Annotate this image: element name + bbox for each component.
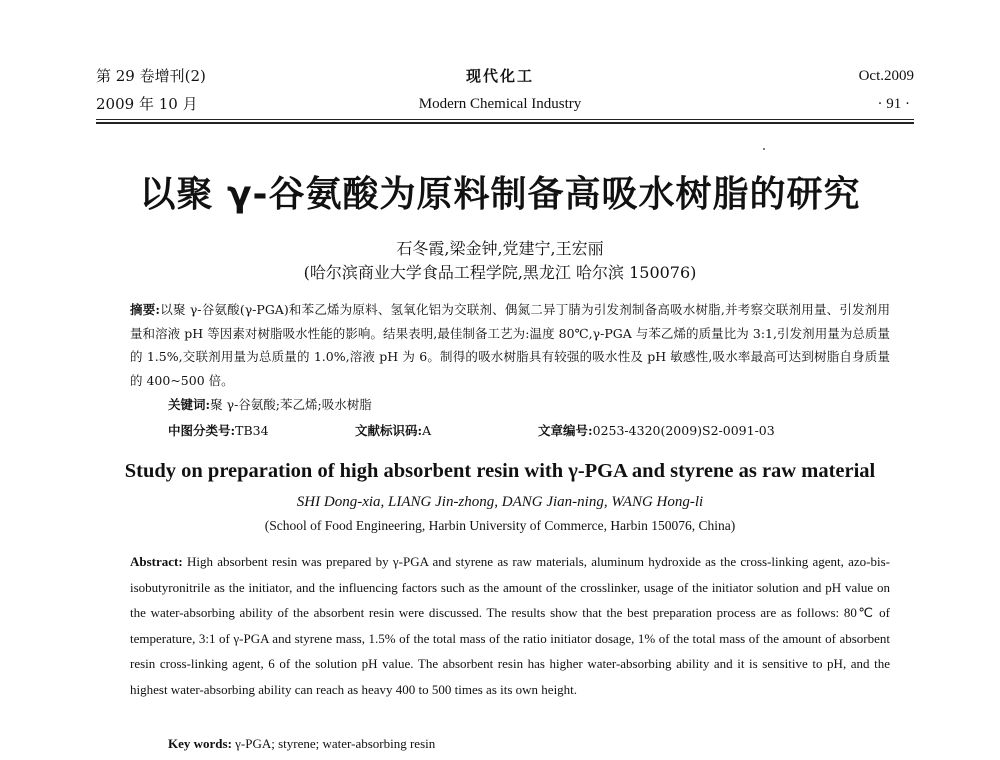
doc-code-label: 文献标识码: — [355, 423, 423, 438]
clc-number — [168, 420, 269, 442]
page-number: · 91 · — [877, 96, 910, 112]
abstract-en-label: Abstract: — [130, 554, 183, 569]
abstract-cn — [130, 298, 890, 392]
article-number-label: 文章编号: — [538, 423, 593, 438]
issue-date-en: Oct.2009 — [858, 68, 914, 84]
clc-label: 中图分类号: — [168, 423, 236, 438]
keywords-cn-text: 聚 γ-谷氨酸;苯乙烯;吸水树脂 — [210, 397, 372, 412]
article-number — [538, 420, 775, 442]
doc-code-value: A — [422, 423, 432, 438]
doc-code — [355, 420, 431, 442]
keywords-en — [168, 733, 435, 755]
affiliation-cn: (哈尔滨商业大学食品工程学院,黑龙江 哈尔滨 150076) — [303, 263, 697, 282]
journal-name-cn: 现代化工 — [465, 67, 534, 85]
journal-name-en: Modern Chemical Industry — [418, 96, 582, 112]
abstract-en-text: High absorbent resin was prepared by γ-PGA and styrene as raw materials, aluminum hydroxide as the cross-linking agent, azo-bis-isobutyronitrile as the initiator, and the influencing factors such as the amount of the crosslinker, usage of the initiator solution and pH value on the water-absorbing ability of the absorbent resin were discussed. The results show that the best preparation process are as follows: 80℃ of temperature, 3:1 of γ-PGA and styrene mass, 1.5% of the total mass of the ratio initiator dosage, 1% of the total mass of the amount of absorbent resin cross-linking agent, 6 of the solution pH value. The absorbent resin has higher water-absorbing ability and it is sensitive to pH, and the highest water-absorbing ability can reach as heavy 400 to 500 times as its own height. — [130, 554, 890, 697]
affiliation-en: (School of Food Engineering, Harbin University of Commerce, Harbin 150076, China) — [264, 518, 736, 533]
clc-value: TB34 — [235, 423, 269, 438]
scan-speck — [763, 148, 765, 150]
abstract-cn-text: 以聚 γ-谷氨酸(γ-PGA)和苯乙烯为原料、氢氧化铝为交联剂、偶氮二异丁腈为引发剂制备高吸水树脂,并考察交联剂用量、引发剂用量和溶液 pH 等因素对树脂吸水性能的影响。结果表明,最佳制备工艺为:温度 80℃,γ-PGA 与苯乙烯的质量比为 3:1,引发剂用量为总质量的 1.5%,交联剂用量为总质量的 1.0%,溶液 pH 为 6。制得的吸水树脂具有较强的吸水性及 pH 敏感性,吸水率最高可达到树脂自身质量的 400~500 倍。 — [130, 302, 890, 388]
header-rule-top — [96, 119, 914, 120]
keywords-cn-label: 关键词: — [168, 397, 211, 412]
abstract-en — [130, 549, 890, 702]
paper-title-cn: 以聚 γ-谷氨酸为原料制备高吸水树脂的研究 — [139, 174, 861, 215]
article-number-value: 0253-4320(2009)S2-0091-03 — [592, 423, 775, 438]
abstract-cn-label: 摘要: — [130, 302, 161, 317]
issue-date-cn: 2009 年 10 月 — [96, 95, 198, 113]
authors-en: SHI Dong-xia, LIANG Jin-zhong, DANG Jian-ning, WANG Hong-li — [296, 494, 704, 510]
keywords-en-label: Key words: — [168, 736, 232, 751]
authors-cn: 石冬霞,梁金钟,党建宁,王宏丽 — [396, 239, 604, 258]
volume-info: 第 29 卷增刊(2) — [96, 67, 206, 85]
keywords-cn — [168, 394, 372, 416]
paper-title-en: Study on preparation of high absorbent resin with γ-PGA and styrene as raw material — [124, 460, 876, 482]
keywords-en-text: γ-PGA; styrene; water-absorbing resin — [235, 736, 436, 751]
header-rule-bottom — [96, 122, 914, 124]
